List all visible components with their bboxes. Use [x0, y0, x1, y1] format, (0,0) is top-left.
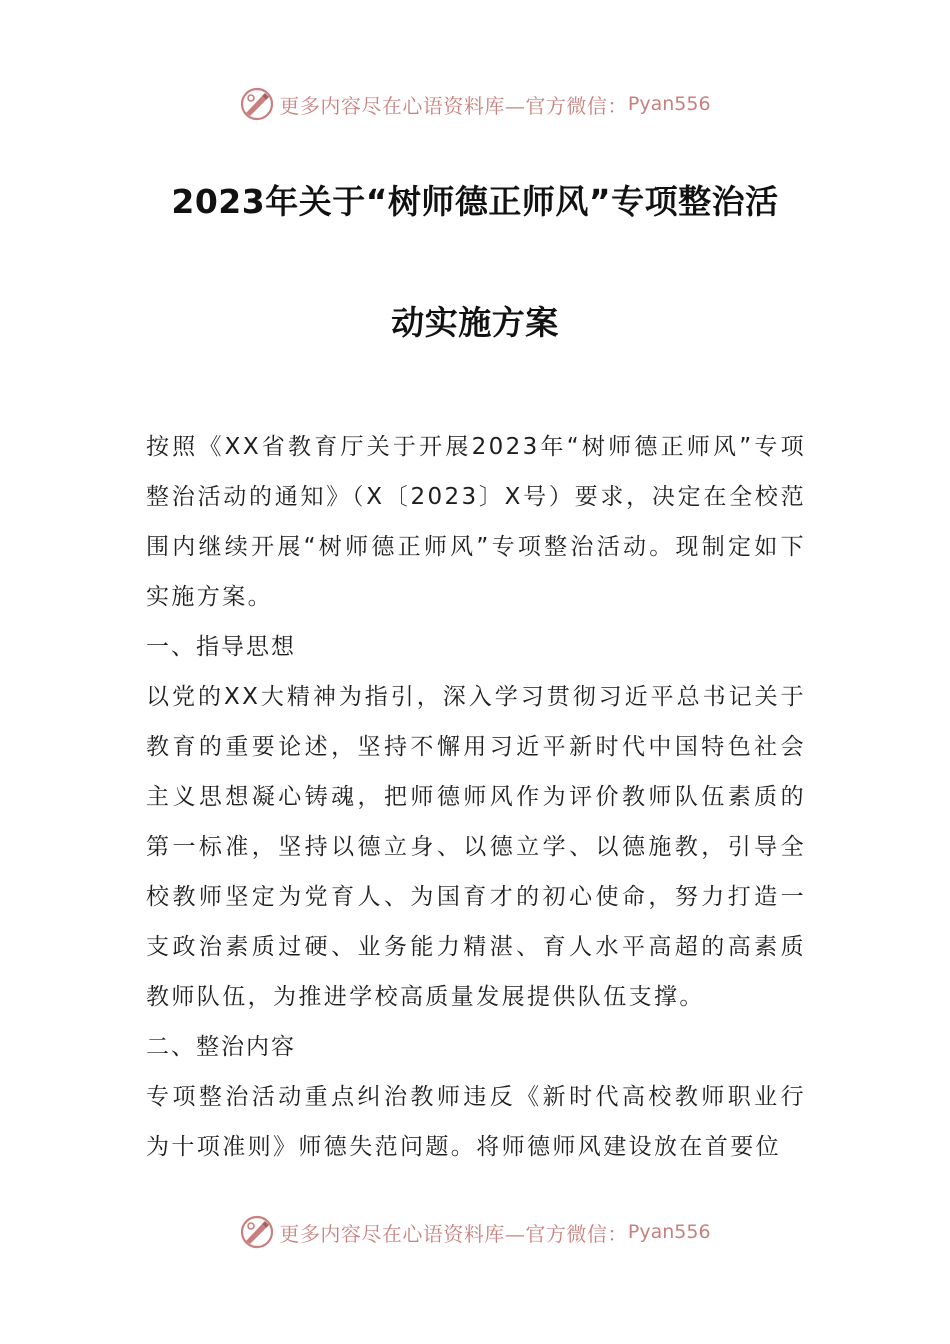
pen-circle-icon [239, 86, 275, 122]
paragraph-rectification-content: 专项整治活动重点纠治教师违反《新时代高校教师职业行为十项准则》师德失范问题。将师德师风建设放在首要位 [146, 1084, 806, 1160]
paragraph-guiding-ideology: 以党的XX大精神为指引，深入学习贯彻习近平总书记关于教育的重要论述，坚持不懈用习近平新时代中国特色社会主义思想凝心铸魂，把师德师风作为评价教师队伍素质的第一标准，坚持以德立身、以德立学、以德施教，引导全校教师坚定为党育人、为国育才的初心使命，努力打造一支政治素质过硬、业务能力精湛、育人水平高超的高素质教师队伍，为推进学校高质量发展提供队伍支撑。 [146, 684, 806, 1010]
watermark-text: 更多内容尽在心语资料库—官方微信： [279, 1221, 628, 1246]
paragraph-intro: 按照《XX省教育厅关于开展2023年“树师德正师风”专项整治活动的通知》（X〔2023〕X号）要求，决定在全校范围内继续开展“树师德正师风”专项整治活动。现制定如下实施方案。 [146, 434, 806, 610]
watermark-contact: Pyan556 [627, 1221, 711, 1243]
header-watermark [0, 82, 950, 126]
watermark-text: 更多内容尽在心语资料库—官方微信： [279, 93, 628, 118]
footer-watermark [0, 1210, 950, 1254]
document-title-line2: 动实施方案 [391, 303, 559, 342]
section-heading-rectification-content: 二、整治内容 [146, 1034, 296, 1060]
document-title-line1: 2023年关于“树师德正师风”专项整治活 [171, 182, 779, 221]
document-body [146, 422, 806, 1172]
section-heading-guiding-ideology: 一、指导思想 [146, 634, 296, 660]
pen-circle-icon [239, 1214, 275, 1250]
watermark-contact: Pyan556 [627, 93, 711, 115]
